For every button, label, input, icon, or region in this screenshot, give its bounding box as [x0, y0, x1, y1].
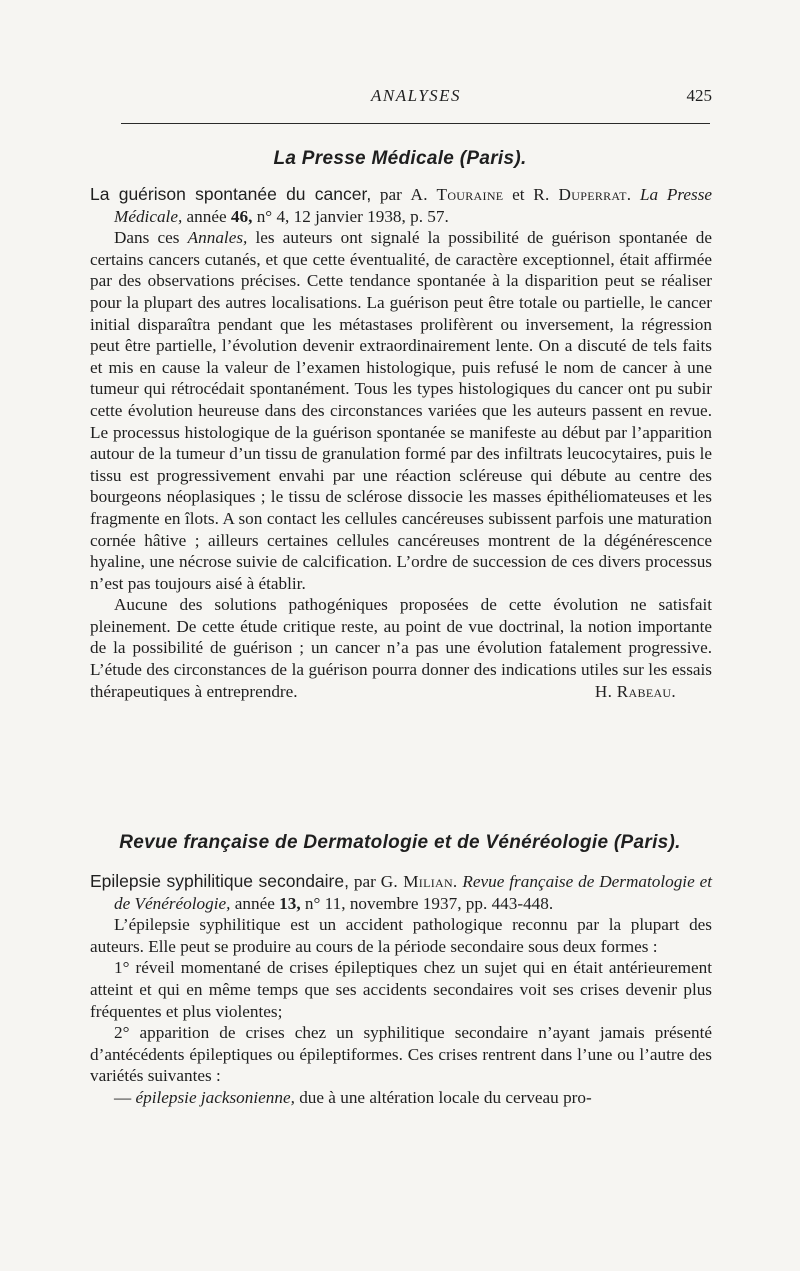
- journal-heading-revue-dermatologie: Revue française de Dermatologie et de Vénéréologie (Paris).: [119, 832, 681, 853]
- author: G. Milian.: [380, 872, 458, 891]
- article-title: La guérison spontanée du cancer,: [90, 184, 372, 204]
- paragraph: — épilepsie jacksonienne, due à une altération locale du cerveau pro-: [114, 1087, 592, 1107]
- article-presse-medicale: [90, 184, 712, 702]
- paragraph: Aucune des solutions pathogéniques proposées de cette évolution ne satisfait pleinement. De cette étude critique reste, au point de vue doctrinal, la notion importante de la possibilité de guérison ; un cancer n’a pas une évolution fatalement progressive. L’étude des circonstances de la guérison pourra donner des indications utiles sur les essais thérapeutiques à entreprendre. H. Rabeau.: [90, 595, 712, 701]
- article-revue-dermatologie: [90, 871, 712, 1109]
- volume: 46,: [230, 206, 253, 226]
- volume: 13,: [279, 893, 301, 913]
- paragraph: 1° réveil momentané de crises épileptiques chez un sujet qui en était antérieurement atteint et qui en même temps que ses accidents secondaires voit ses crises devenir plus fréquentes et plus violentes;: [90, 958, 712, 1021]
- issue: n° 4, 12 janvier 1938, p. 57.: [256, 206, 449, 226]
- running-title: ANALYSES: [370, 86, 462, 105]
- page-header: [120, 86, 712, 110]
- author: R. Duperrat.: [533, 185, 632, 204]
- paragraph: L’épilepsie syphilitique est un accident pathologique reconnu par la plupart des auteurs. Elle peut se produire au cours de la période secondaire sous deux formes :: [90, 915, 712, 956]
- author: A. Touraine: [410, 185, 504, 204]
- article-citation: La guérison spontanée du cancer, par A. Touraine et R. Duperrat. La Presse Médicale, année 46, n° 4, 12 janvier 1938, p. 57.: [90, 184, 713, 226]
- header-rule: [121, 123, 710, 124]
- issue: n° 11, novembre 1937, pp. 443-448.: [304, 893, 554, 913]
- article-citation: Epilepsie syphilitique secondaire, par G. Milian. Revue française de Dermatologie et de Vénéréologie, année 13, n° 11, novembre 1937, pp. 443-448.: [90, 871, 713, 913]
- paragraph: Dans ces Annales, les auteurs ont signalé la possibilité de guérison spontanée de certains cancers cutanés, et que cette éventualité, de caractère exceptionnel, était affirmée par des observations précises. Cette tendance spontanée à la disparition peut se réaliser pour la plupart des autres localisations. La guérison peut être totale ou partielle, le cancer initial disparaîtra pendant que les métastases prolifèrent ou inversement, la régression peut être partielle, l’évolution devenir extraordinairement lente. On a discuté de tels faits et mis en cause la valeur de l’examen histologique, puis refusé le nom de cancer à une tumeur qui rétrocédait spontanément. Tous les types histologiques du cancer ont pu subir cette évolution heureuse dans des circonstances variées que les auteurs passent en revue. Le processus histologique de la guérison spontanée se manifeste au début par l’apparition autour de la tumeur d’un tissu de granulation formé par des infiltrats leucocytaires, puis le tissu est progressivement envahi par une réaction scléreuse qui débute au centre des bourgeons néoplasiques ; le tissu de sclérose dissocie les masses épithéliomateuses et les fragmente en îlots. A son contact les cellules cancéreuses subissent parfois une maturation cornée hâtive ; ailleurs certaines cellules cancéreuses montrent de la dégénérescence hyaline, une nécrose suivie de calcification. L’ordre de succession de ces divers processus n’est pas toujours aisé à établir.: [90, 228, 712, 593]
- paragraph: 2° apparition de crises chez un syphilitique secondaire n’ayant jamais présenté d’antécédents épileptiques ou épileptiformes. Ces crises rentrent dans l’une ou l’autre des variétés suivantes :: [90, 1023, 712, 1086]
- journal-ref: La Presse Médicale,: [114, 185, 713, 226]
- journal-ref: Revue française de Dermatologie et de Vénéréologie,: [114, 872, 713, 913]
- article-title: Epilepsie syphilitique secondaire,: [90, 871, 349, 891]
- signature: H. Rabeau.: [594, 681, 676, 701]
- page-number: 425: [686, 86, 712, 105]
- journal-heading-presse-medicale: La Presse Médicale (Paris).: [273, 148, 527, 169]
